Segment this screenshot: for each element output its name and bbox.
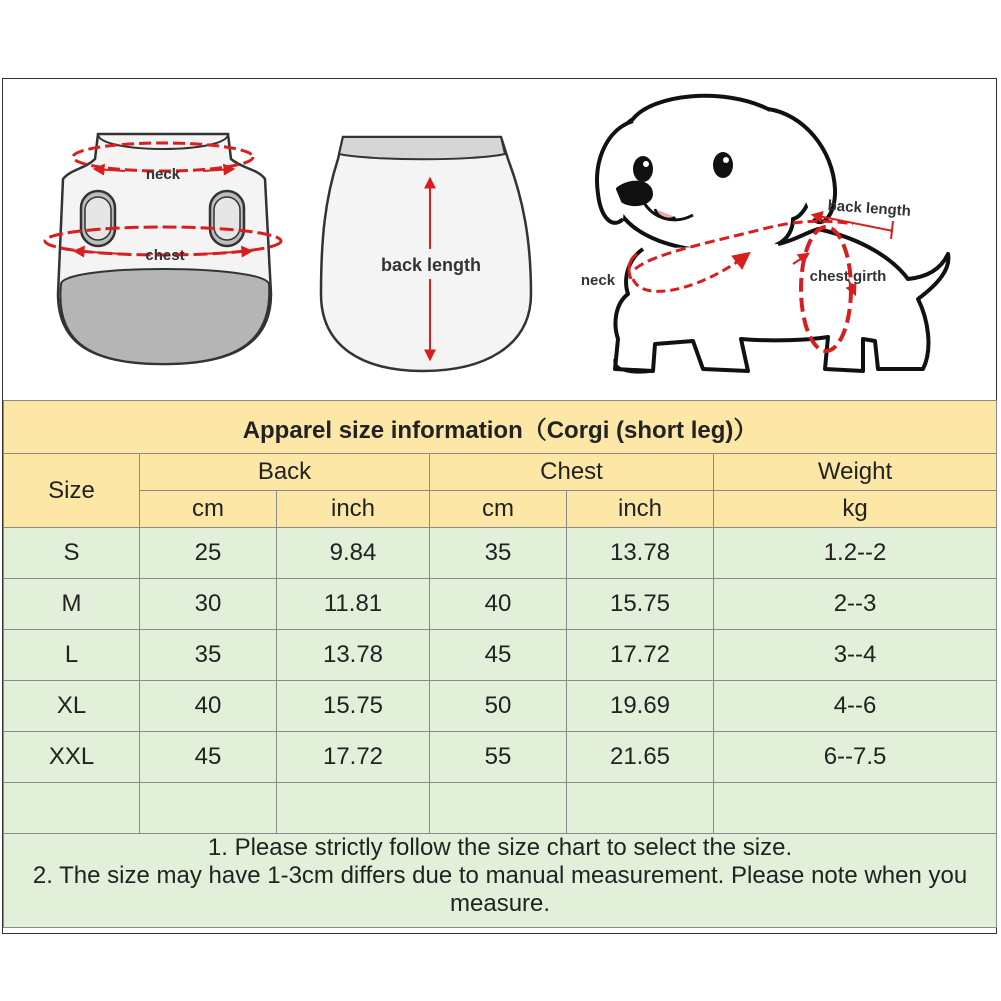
back-header: Back [140,454,430,491]
empty-table-row [4,783,997,834]
table-cell: 40 [430,579,567,630]
table-cell: 35 [140,630,277,681]
back-length-label: back length [380,255,482,275]
unit-header: kg [714,491,997,528]
table-cell: 15.75 [277,681,430,732]
size-header: Size [4,454,140,528]
table-cell: 40 [140,681,277,732]
garment-front-diagram [45,134,281,364]
unit-header: cm [140,491,277,528]
table-cell: 25 [140,528,277,579]
table-cell: 3--4 [714,630,997,681]
size-cell [4,783,140,834]
size-cell: M [4,579,140,630]
table-row [4,579,997,630]
neck-label: neck [145,166,181,183]
size-cell: S [4,528,140,579]
notes-cell [4,834,997,928]
unit-header: inch [567,491,714,528]
chest-header: Chest [430,454,714,491]
measurement-diagram [3,79,996,399]
table-cell: 21.65 [567,732,714,783]
dog-neck-label: neck [580,272,616,289]
table-row [4,528,997,579]
unit-header: cm [430,491,567,528]
table-cell: 17.72 [277,732,430,783]
table-cell: 11.81 [277,579,430,630]
size-cell: XXL [4,732,140,783]
table-cell [140,783,277,834]
table-cell: 13.78 [567,528,714,579]
table-cell: 9.84 [277,528,430,579]
table-cell: 1.2--2 [714,528,997,579]
size-cell: XL [4,681,140,732]
table-cell: 13.78 [277,630,430,681]
measurement-illustrations [3,79,996,399]
table-cell [714,783,997,834]
table-cell: 17.72 [567,630,714,681]
table-cell: 15.75 [567,579,714,630]
size-chart-sheet [2,78,997,934]
table-row [4,630,997,681]
table-cell: 19.69 [567,681,714,732]
group-header-row [4,454,997,491]
weight-header: Weight [714,454,997,491]
dog-diagram [581,96,949,372]
table-cell: 6--7.5 [714,732,997,783]
table-cell [277,783,430,834]
table-cell: 45 [430,630,567,681]
size-cell: L [4,630,140,681]
size-table [3,400,997,928]
table-cell [567,783,714,834]
chest-label: chest [145,247,185,264]
table-cell: 4--6 [714,681,997,732]
note-line: 1. Please strictly follow the size chart to select the size. [207,834,793,861]
table-cell: 55 [430,732,567,783]
table-cell [430,783,567,834]
unit-header: inch [277,491,430,528]
table-cell: 2--3 [714,579,997,630]
dog-back-length-label: back length [827,197,912,220]
notes-row [4,834,997,928]
note-line: 2. The size may have 1-3cm differs due to manual measurement. Please note when you measure. [32,862,968,917]
unit-header-row [4,491,997,528]
dog-chest-girth-label: chest girth [809,268,887,285]
garment-back-diagram [321,137,531,371]
table-cell: 30 [140,579,277,630]
table-cell: 50 [430,681,567,732]
table-cell: 35 [430,528,567,579]
table-row [4,732,997,783]
table-title-row [4,401,997,454]
table-cell: 45 [140,732,277,783]
table-title: Apparel size information（Corgi (short leg)） [4,401,997,454]
table-row [4,681,997,732]
